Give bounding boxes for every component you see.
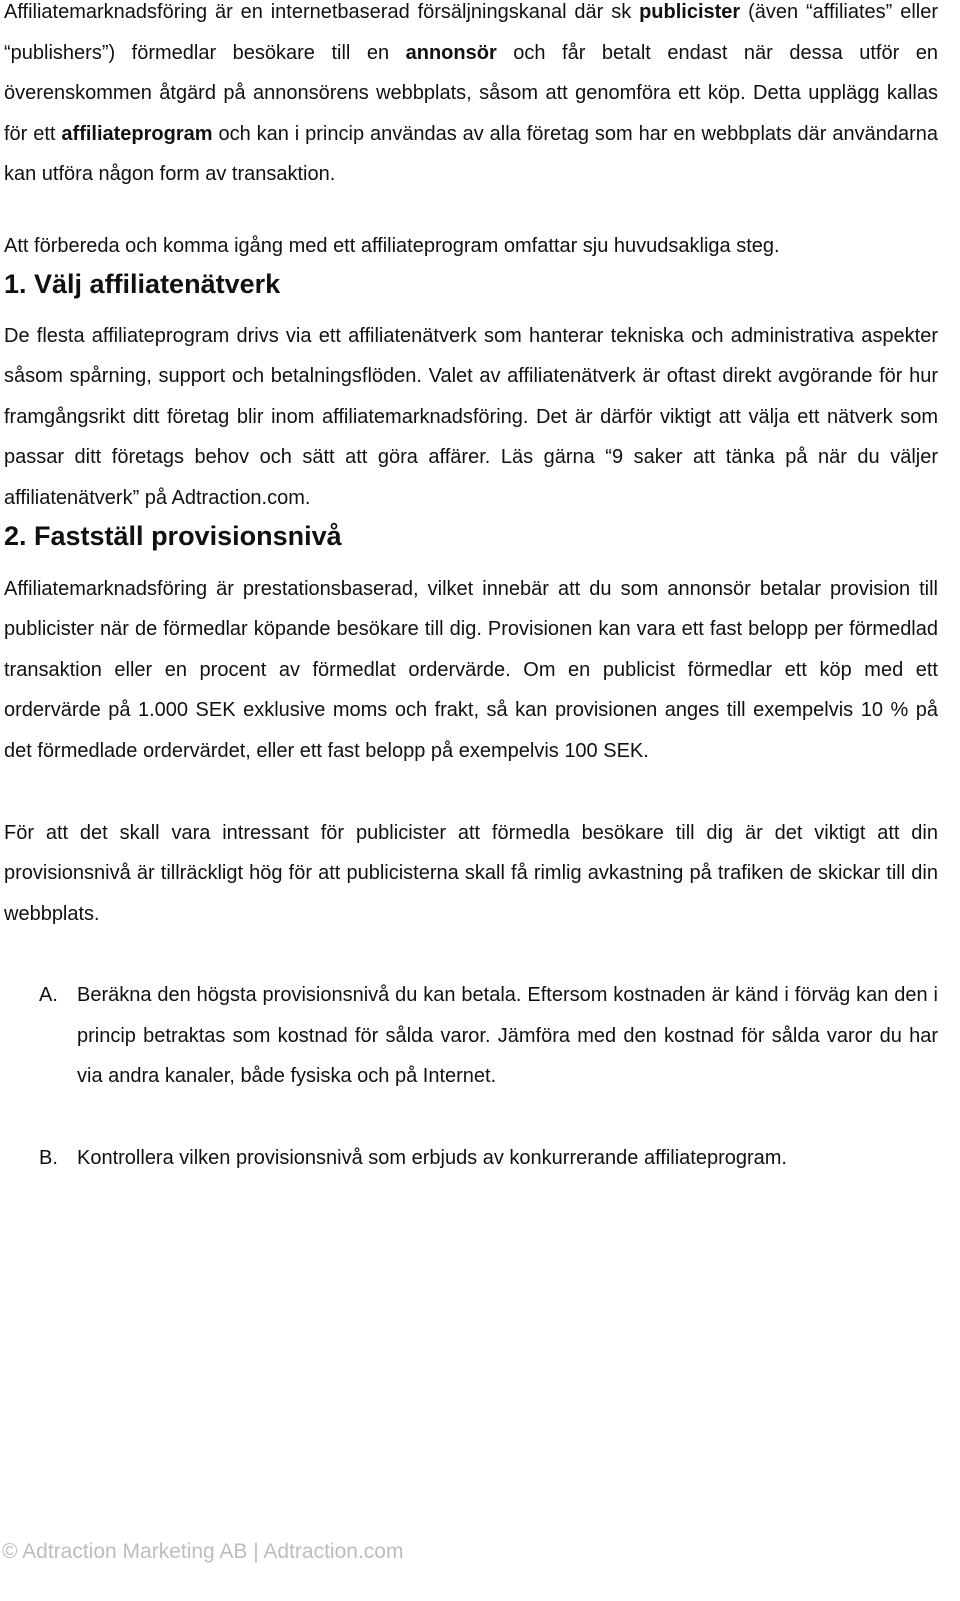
section-2-body-2: För att det skall vara intressant för publicister att förmedla besökare till dig är det viktigt att din provisionsnivå är tillräckligt hög för att publicisterna skall få rimlig avkastning på trafiken de skickar till din webbplats. xyxy=(4,821,938,925)
intro-paragraph xyxy=(4,0,938,195)
intro-text-2: (även “affiliates” eller “publishers”) förmedlar besökare till en xyxy=(4,1,938,64)
list-item xyxy=(4,1138,938,1179)
intro-text-1: Affiliatemarknadsföring är en internetbaserad försäljningskanal där sk xyxy=(4,1,640,23)
list-item-text: Beräkna den högsta provisionsnivå du kan betala. Eftersom kostnaden är känd i förväg kan den i princip betraktas som kostnad för sålda varor. Jämföra med den kostnad för sålda varor du har via andra kanaler, både fysiska och på Internet. xyxy=(77,984,938,1088)
section-2-list xyxy=(4,975,938,1178)
section-1-heading: 1. Välj affiliatenätverk xyxy=(4,268,281,299)
intro-text-4: och kan i princip användas av alla företag som har en webbplats där användarna kan utföra någon form av transaktion. xyxy=(4,122,938,186)
list-item xyxy=(4,975,938,1097)
list-marker: A. xyxy=(39,984,58,1007)
lead-paragraph: Att förbereda och komma igång med ett affiliateprogram omfattar sju huvudsakliga steg. xyxy=(4,234,780,257)
intro-bold-annonsor: annonsör xyxy=(405,41,497,64)
page-footer: © Adtraction Marketing AB | Adtraction.com xyxy=(2,1540,404,1563)
list-marker: B. xyxy=(39,1147,58,1170)
intro-text-3: och får betalt endast när dessa utför en överenskommen åtgärd på annonsörens webbplats, såsom att genomföra ett köp. Detta upplägg kallas för ett xyxy=(4,41,938,145)
section-2-body-1: Affiliatemarknadsföring är prestationsbaserad, vilket innebär att du som annonsör betalar provision till publicister när de förmedlar köpande besökare till dig. Provisionen kan vara ett fast belopp per förmedlad transaktion eller en procent av förmedlat ordervärde. Om en publicist förmedlar ett köp med ett ordervärde på 1.000 SEK exklusive moms och frakt, så kan provisionen anges till exempelvis 10 % på det förmedlade ordervärdet, eller ett fast belopp på exempelvis 100 SEK. xyxy=(4,577,938,762)
intro-bold-affiliateprogram: affiliateprogram xyxy=(61,122,213,145)
section-1-body: De flesta affiliateprogram drivs via ett affiliatenätverk som hanterar tekniska och administrativa aspekter såsom spårning, support och betalningsflöden. Valet av affiliatenätverk är oftast direkt avgörande för hur framgångsrikt ditt företag blir inom affiliatemarknadsföring. Det är därför viktigt att välja ett nätverk som passar ditt företags behov och sätt att göra affärer. Läs gärna “9 saker att tänka på när du väljer affiliatenätverk” på Adtraction.com. xyxy=(4,324,938,509)
intro-bold-publicister: publicister xyxy=(639,1,741,23)
list-item-text: Kontrollera vilken provisionsnivå som erbjuds av konkurrerande affiliateprogram. xyxy=(77,1147,787,1170)
document-page xyxy=(4,0,938,1179)
section-2-heading: 2. Fastställ provisionsnivå xyxy=(4,520,342,551)
